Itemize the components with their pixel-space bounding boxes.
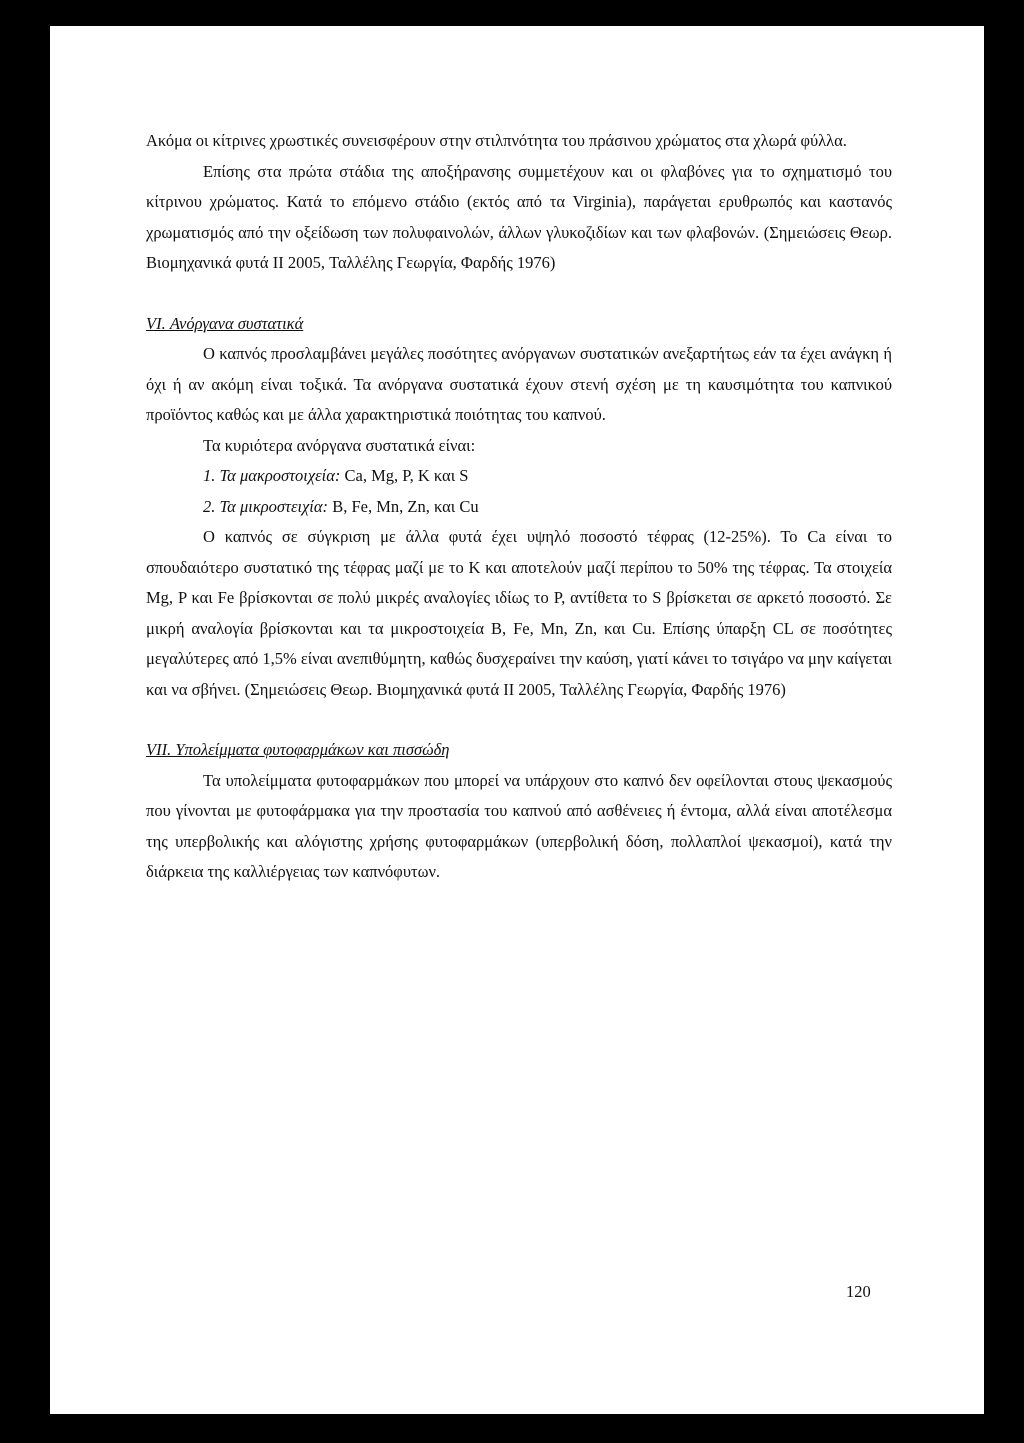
paragraph-pesticide-residues: Τα υπολείμματα φυτοφαρμάκων που μπορεί να υπάρχουν στο καπνό δεν οφείλονται στους ψεκασμούς που γίνονται με φυτοφάρμακα για την προστασία του καπνού από ασθένειες ή έντομα, αλλά είναι αποτέλεσμα της υπερβολικής και αλόγιστης χρήσης φυτοφαρμάκων (υπερβολική δόση, πολλαπλοί ψεκασμοί), κατά την διάρκεια της καλλιέργειας των καπνόφυτων. bbox=[146, 770, 892, 881]
paragraph-flavones: Επίσης στα πρώτα στάδια της αποξήρανσης συμμετέχουν και οι φλαβόνες για το σχηματισμό του κίτρινου χρώματος. Κατά το επόμενο στάδιο (εκτός από τα Virginia), παράγεται ερυθρωπός και καστανός χρωματισμός από την οξείδωση των πολυφαινολών, άλλων γλυκοζιδίων και των φλαβονών. (Σημειώσεις Θεωρ. Βιομηχανικά φυτά II 2005, Ταλλέλης Γεωργία, Φαρδής 1976) bbox=[146, 161, 892, 272]
list-item-micro bbox=[146, 492, 892, 523]
paragraph-main-inorganic: Τα κυριότερα ανόργανα συστατικά είναι: bbox=[203, 435, 476, 455]
list-item-micro-value: B, Fe, Mn, Zn, και Cu bbox=[328, 496, 479, 516]
section-heading-inorganic: VI. Ανόργανα συστατικά bbox=[146, 313, 304, 333]
list-item-macro-label: 1. Τα μακροστοιχεία: bbox=[203, 466, 341, 485]
section-heading-pesticides: VII. Υπολείμματα φυτοφαρμάκων και πισσώδη bbox=[146, 740, 450, 759]
list-item-macro-value: Ca, Mg, P, K και S bbox=[340, 466, 469, 485]
page-content bbox=[146, 126, 892, 888]
list-item-micro-label: 2. Τα μικροστειχία: bbox=[203, 496, 329, 516]
paragraph-ash-content: Ο καπνός σε σύγκριση με άλλα φυτά έχει υψηλό ποσοστό τέφρας (12-25%). Το Ca είναι το σπουδαιότερο συστατικό της τέφρας μαζί με το K και αποτελούν μαζί περίπου το 50% της τέφρας. Τα στοιχεία Mg, P και Fe βρίσκονται σε πολύ μικρές αναλογίες ιδίως το P, αντίθετα το S βρίσκεται σε αρκετό ποσοστό. Σε μικρή αναλογία βρίσκονται και τα μικροστοιχεία B, Fe, Mn, Zn, και Cu. Επίσης ύπαρξη CL σε ποσότητες μεγαλύτερες από 1,5% είναι ανεπιθύμητη, καθώς δυσχεραίνει την καύση, γιατί κάνει το τσιγάρο να μην καίγεται και να σβήνει. (Σημειώσεις Θεωρ. Βιομηχανικά φυτά II 2005, Ταλλέλης Γεωργία, Φαρδής 1976) bbox=[146, 527, 892, 699]
list-item-macro bbox=[146, 461, 892, 492]
paragraph-yellow-pigments: Ακόμα οι κίτρινες χρωστικές συνεισφέρουν στην στιλπνότητα του πράσινου χρώματος στα χλωρά φύλλα. bbox=[146, 131, 847, 150]
paragraph-inorganic-intake: Ο καπνός προσλαμβάνει μεγάλες ποσότητες ανόργανων συστατικών ανεξαρτήτως εάν τα έχει ανάγκη ή όχι ή αν ακόμη είναι τοξικά. Τα ανόργανα συστατικά έχουν στενή σχέση με τη καυσιμότητα του καπνικού προϊόντος καθώς και με άλλα χαρακτηριστικά ποιότητας του καπνού. bbox=[146, 344, 892, 424]
page-number: 120 bbox=[846, 1282, 871, 1301]
document-page bbox=[50, 26, 984, 1414]
